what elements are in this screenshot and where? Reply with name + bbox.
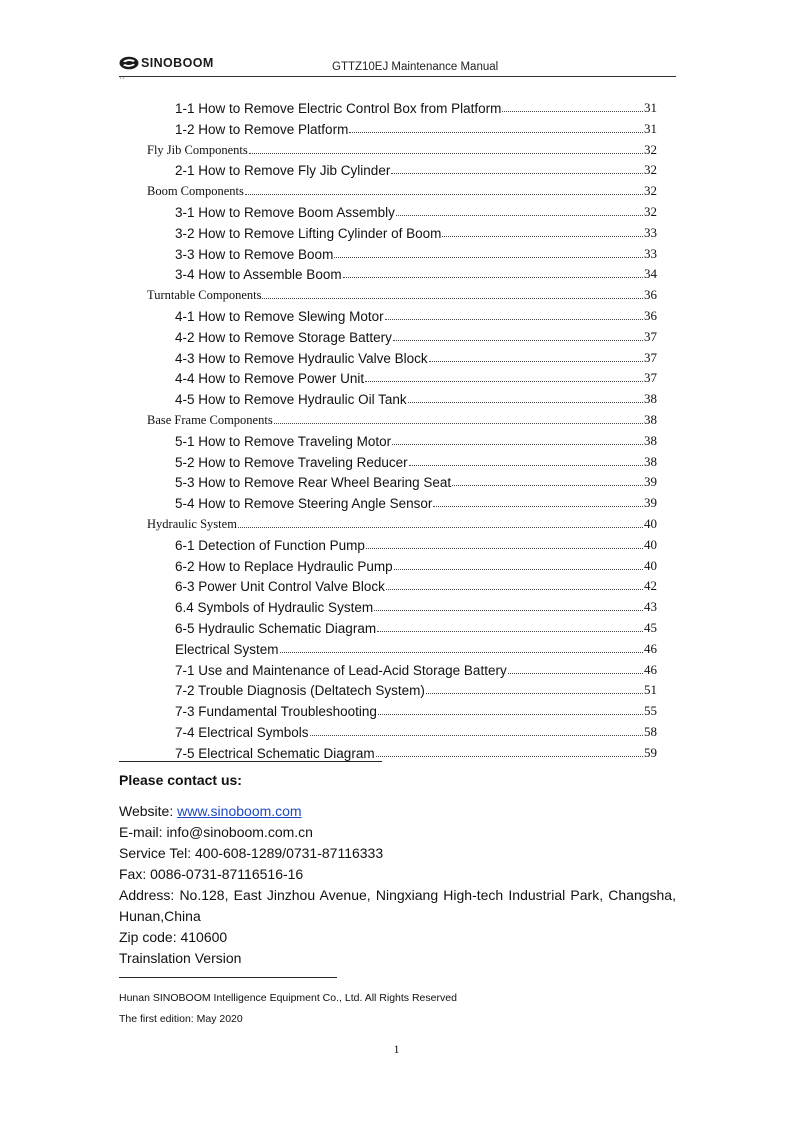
toc-entry[interactable] (175, 741, 657, 761)
toc-section-entry[interactable] (147, 512, 657, 532)
service-tel-line: Service Tel: 400-608-1289/0731-87116333 (119, 845, 384, 861)
toc-entry[interactable] (175, 595, 657, 615)
toc-entry-title: 2-1 How to Remove Fly Jib Cylinder (175, 163, 391, 179)
toc-entry[interactable] (175, 554, 657, 574)
zip-line: Zip code: 410600 (119, 929, 228, 945)
toc-entry-page: 32 (644, 183, 657, 199)
toc-section-entry[interactable] (147, 179, 657, 199)
toc-entry-page: 46 (644, 661, 657, 677)
toc-entry[interactable] (175, 262, 657, 282)
toc-entry-title: 6-5 Hydraulic Schematic Diagram (175, 621, 377, 636)
toc-entry[interactable] (175, 346, 657, 366)
footer-divider (119, 977, 337, 978)
toc-entry-title: Turntable Components (147, 288, 262, 303)
website-link[interactable]: www.sinoboom.com (177, 803, 302, 819)
toc-entry-title: Fly Jib Components (147, 142, 248, 157)
toc-entry-title: 4-2 How to Remove Storage Battery (175, 329, 392, 345)
toc-leader-dots (343, 276, 643, 278)
sinoboom-logo-icon (119, 56, 139, 70)
toc-entry-title: Base Frame Components (147, 413, 273, 427)
toc-entry[interactable] (175, 325, 657, 345)
toc-entry[interactable] (175, 158, 657, 178)
toc-entry-title: 3-4 How to Assemble Boom (175, 267, 342, 283)
toc-leader-dots (385, 318, 643, 320)
toc-leader-dots (409, 464, 643, 466)
toc-entry-page: 32 (644, 162, 657, 178)
sinoboom-logo (119, 54, 214, 72)
version-line: Trainslation Version (119, 950, 242, 966)
toc-entry-title: 5-3 How to Remove Rear Wheel Bearing Seat (175, 475, 452, 491)
toc-entry[interactable] (175, 221, 657, 241)
toc-entry-page: 42 (644, 578, 657, 594)
toc-entry[interactable] (175, 574, 657, 594)
header-divider (119, 76, 676, 77)
toc-entry-title: 1-2 How to Remove Platform (175, 121, 349, 137)
toc-entry[interactable] (175, 491, 657, 511)
toc-leader-dots (442, 235, 643, 237)
toc-entry-page: 39 (644, 495, 657, 511)
toc-leader-dots (238, 526, 643, 528)
header-mark: `` (119, 76, 125, 86)
toc-leader-dots (393, 339, 643, 341)
toc-entry-title: 6-1 Detection of Function Pump (175, 537, 365, 553)
toc-leader-dots (408, 401, 643, 403)
toc-leader-dots (365, 380, 643, 382)
brand-name: SINOBOOM (141, 56, 214, 70)
toc-entry[interactable] (175, 470, 657, 490)
footer-edition: The first edition: May 2020 (119, 1013, 243, 1025)
toc-entry[interactable] (175, 200, 657, 220)
toc-entry-title: 4-3 How to Remove Hydraulic Valve Block (175, 350, 428, 366)
toc-entry[interactable] (175, 616, 657, 636)
toc-entry[interactable] (175, 678, 657, 698)
toc-section-entry[interactable] (147, 138, 657, 158)
toc-leader-dots (433, 505, 643, 507)
toc-entry-page: 37 (644, 349, 657, 365)
address-line-2: Hunan,China (119, 908, 201, 924)
toc-entry-page: 40 (644, 536, 657, 552)
toc-entry-title: 4-4 How to Remove Power Unit (175, 371, 365, 387)
toc-leader-dots (274, 422, 643, 424)
toc-entry-title: 6-3 Power Unit Control Valve Block (175, 579, 385, 595)
toc-entry[interactable] (175, 429, 657, 449)
toc-entry-page: 46 (644, 640, 657, 656)
toc-entry-title: Boom Components (147, 184, 244, 199)
toc-entry[interactable] (175, 366, 657, 386)
toc-leader-dots (452, 484, 643, 486)
toc-entry-page: 32 (644, 204, 657, 219)
toc-entry-page: 40 (644, 557, 657, 573)
toc-entry-title: 7-5 Electrical Schematic Diagram (175, 745, 375, 761)
toc-entry-page: 51 (644, 682, 657, 698)
toc-end-rule (119, 761, 382, 762)
toc-leader-dots (280, 651, 643, 653)
toc-entry-title: 7-1 Use and Maintenance of Lead-Acid Storage Battery (175, 662, 507, 678)
toc-leader-dots (377, 630, 643, 632)
toc-section-entry[interactable] (147, 283, 657, 303)
toc-entry-page: 31 (644, 120, 657, 136)
toc-entry-title: Hydraulic System (147, 517, 237, 531)
toc-entry-title: 3-1 How to Remove Boom Assembly (175, 205, 395, 220)
toc-entry[interactable] (175, 658, 657, 678)
toc-entry-title: 7-2 Trouble Diagnosis (Deltatech System) (175, 683, 425, 699)
toc-entry[interactable] (175, 720, 657, 740)
toc-leader-dots (376, 755, 643, 757)
toc-entry-title: 3-2 How to Remove Lifting Cylinder of Boom (175, 225, 442, 241)
toc-entry-page: 55 (644, 703, 657, 719)
page-number: 1 (393, 1042, 400, 1056)
toc-entry-page: 38 (644, 412, 657, 427)
toc-leader-dots (374, 609, 643, 611)
toc-entry-page: 38 (644, 453, 657, 469)
toc-entry-title: 6.4 Symbols of Hydraulic System (175, 600, 374, 616)
toc-entry-title: 6-2 How to Replace Hydraulic Pump (175, 558, 393, 574)
manual-title: GTTZ10EJ Maintenance Manual (332, 61, 499, 73)
footer-company: Hunan SINOBOOM Intelligence Equipment Co., Ltd. All Rights Reserved (119, 992, 457, 1004)
toc-leader-dots (262, 297, 643, 299)
toc-entry-page: 36 (644, 287, 657, 303)
toc-section-entry[interactable] (147, 408, 657, 428)
toc-leader-dots (249, 152, 643, 154)
toc-entry-page: 33 (644, 224, 657, 240)
toc-entry-page: 37 (644, 370, 657, 386)
toc-entry-title: 7-3 Fundamental Troubleshooting (175, 704, 377, 720)
toc-entry[interactable] (175, 242, 657, 262)
toc-entry-page: 45 (644, 620, 657, 635)
toc-leader-dots (396, 214, 643, 216)
toc-entry-title: 1-1 How to Remove Electric Control Box from Platform (175, 101, 502, 116)
address-line: Address: No.128, East Jinzhou Avenue, Ningxiang High-tech Industrial Park, Changsha, (119, 887, 676, 903)
toc-entry-title: 4-1 How to Remove Slewing Motor (175, 309, 384, 324)
toc-entry-page: 40 (644, 516, 657, 531)
toc-entry[interactable] (175, 533, 657, 553)
toc-entry-page: 43 (644, 599, 657, 615)
toc-leader-dots (386, 588, 643, 590)
toc-entry-page: 36 (644, 308, 657, 323)
toc-leader-dots (429, 360, 643, 362)
toc-entry[interactable] (175, 637, 657, 657)
website-line (119, 801, 676, 822)
toc-leader-dots (394, 568, 643, 570)
toc-entry-page: 59 (644, 744, 657, 760)
toc-leader-dots (349, 131, 643, 133)
toc-entry-title: Electrical System (175, 641, 279, 657)
toc-leader-dots (391, 172, 643, 174)
toc-entry-title: 4-5 How to Remove Hydraulic Oil Tank (175, 392, 407, 408)
toc-entry-page: 31 (644, 100, 657, 115)
toc-entry-title: 3-3 How to Remove Boom (175, 246, 334, 262)
toc-entry-page: 38 (644, 432, 657, 448)
fax-line: Fax: 0086-0731-87116516-16 (119, 866, 304, 882)
contact-heading: Please contact us: (119, 772, 242, 788)
toc-entry[interactable] (175, 96, 657, 116)
toc-entry-page: 33 (644, 245, 657, 261)
toc-leader-dots (245, 193, 643, 195)
toc-leader-dots (392, 443, 643, 445)
toc-entry[interactable] (175, 304, 657, 324)
toc-entry-title: 5-4 How to Remove Steering Angle Sensor (175, 496, 433, 512)
toc-entry[interactable] (175, 387, 657, 407)
toc-entry-page: 38 (644, 391, 657, 407)
toc-leader-dots (502, 110, 643, 112)
toc-entry[interactable] (175, 450, 657, 470)
toc-leader-dots (508, 672, 643, 674)
email-line: E-mail: info@sinoboom.com.cn (119, 824, 313, 840)
toc-entry-title: 5-2 How to Remove Traveling Reducer (175, 454, 408, 470)
website-label: Website: (119, 803, 178, 819)
toc-leader-dots (378, 713, 643, 715)
toc-entry-page: 32 (644, 141, 657, 157)
toc-entry-title: 7-4 Electrical Symbols (175, 725, 309, 740)
toc-entry-page: 37 (644, 328, 657, 344)
toc-leader-dots (366, 547, 643, 549)
toc-entry-page: 34 (644, 266, 657, 282)
toc-entry-page: 58 (644, 724, 657, 739)
toc-leader-dots (334, 256, 643, 258)
toc-entry[interactable] (175, 699, 657, 719)
toc-leader-dots (426, 692, 643, 694)
page-header (119, 52, 676, 86)
toc-entry-page: 39 (644, 474, 657, 490)
toc-entry[interactable] (175, 117, 657, 137)
toc-entry-title: 5-1 How to Remove Traveling Motor (175, 433, 392, 449)
toc-leader-dots (310, 734, 643, 736)
